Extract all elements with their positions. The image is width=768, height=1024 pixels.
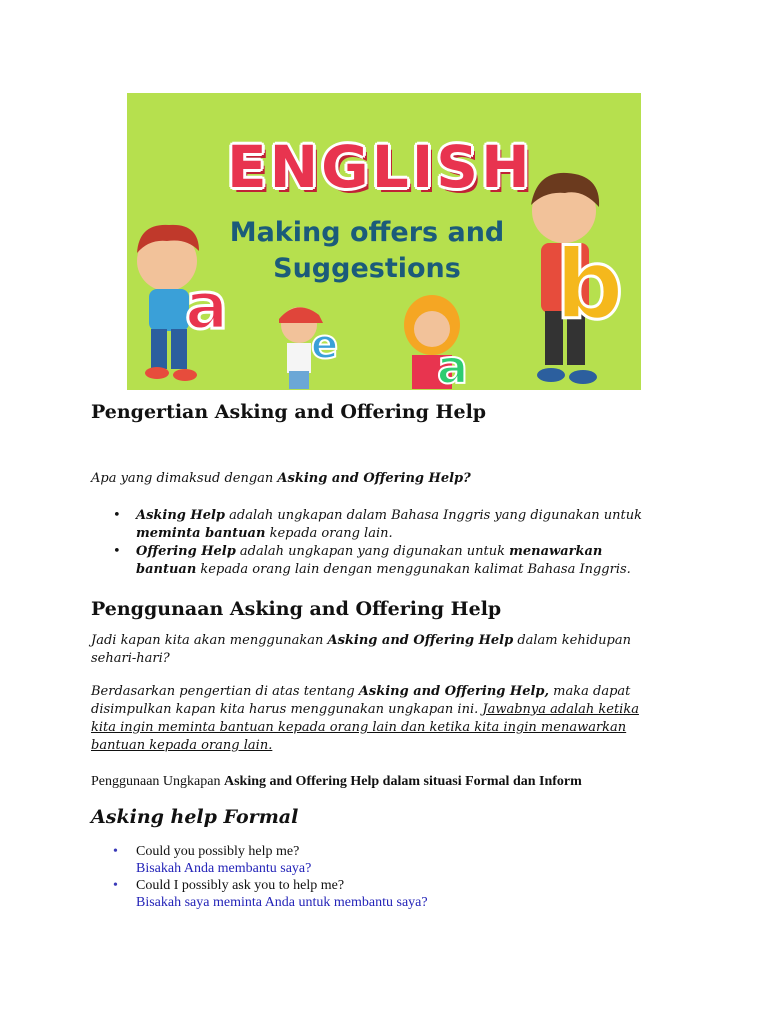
def-text: adalah ungkapan dalam Bahasa Inggris yang digunakan untuk bbox=[225, 508, 642, 523]
def-bold: menawarkan bantuan bbox=[136, 544, 603, 577]
question-prefix: Apa yang dimaksud dengan bbox=[91, 471, 278, 486]
p2-mid: maka dapat disimpulkan kapan kita harus menggunakan ungkapan ini. bbox=[91, 684, 631, 717]
section2-paragraph2 bbox=[91, 683, 661, 755]
example-translation: Bisakah Anda membantu saya? bbox=[136, 861, 312, 876]
p2-bold: Asking and Offering Help, bbox=[358, 684, 550, 699]
definition-asking bbox=[91, 507, 651, 543]
p2-underlined-answer: Jawabnya adalah ketika kita ingin meminta bantuan kepada orang lain dan ketika kita ingin menawarkan bantuan kepada orang lain. bbox=[91, 702, 639, 753]
definition-list bbox=[91, 507, 651, 579]
def-bold: meminta bantuan bbox=[136, 526, 266, 541]
term-asking: Asking Help bbox=[136, 508, 226, 523]
letter-a-right: a bbox=[437, 340, 469, 390]
term-offering: Offering Help bbox=[136, 544, 236, 559]
letter-a-left: a bbox=[185, 270, 229, 344]
letter-e: e bbox=[311, 322, 339, 368]
banner-subtitle bbox=[222, 215, 512, 287]
example-item bbox=[91, 877, 591, 911]
section1-heading: Pengertian Asking and Offering Help bbox=[91, 401, 487, 423]
def-text: kepada orang lain dengan menggunakan kalimat Bahasa Inggris. bbox=[196, 562, 631, 577]
usage-bold: Asking and Offering Help dalam situasi Formal dan Inform bbox=[223, 774, 582, 789]
usage-line bbox=[91, 773, 691, 791]
p2-prefix: Berdasarkan pengertian di atas tentang bbox=[91, 684, 359, 699]
def-text: kepada orang lain. bbox=[265, 526, 393, 541]
def-text: adalah ungkapan yang digunakan untuk bbox=[235, 544, 510, 559]
p1-bold: Asking and Offering Help bbox=[327, 633, 514, 648]
example-translation: Bisakah saya meminta Anda untuk membantu saya? bbox=[136, 895, 428, 910]
example-item bbox=[91, 843, 591, 877]
p1-prefix: Jadi kapan kita akan menggunakan bbox=[91, 633, 328, 648]
section2-paragraph1 bbox=[91, 632, 661, 668]
banner-title: ENGLISH bbox=[227, 133, 533, 201]
usage-prefix: Penggunaan Ungkapan bbox=[91, 774, 224, 789]
p1-suffix: dalam kehidupan sehari-hari? bbox=[91, 633, 631, 666]
section2-heading: Penggunaan Asking and Offering Help bbox=[91, 598, 502, 620]
formal-heading: Asking help Formal bbox=[91, 806, 299, 828]
banner-image bbox=[127, 93, 641, 390]
banner-subtitle-line2: Suggestions bbox=[273, 253, 461, 284]
example-english: Could I possibly ask you to help me? bbox=[136, 878, 345, 893]
question-bold: Asking and Offering Help? bbox=[277, 471, 471, 486]
banner-subtitle-line1: Making offers and bbox=[229, 217, 505, 248]
definition-offering bbox=[91, 543, 651, 579]
section1-question bbox=[91, 470, 661, 488]
example-english: Could you possibly help me? bbox=[136, 844, 300, 859]
letter-b: b bbox=[555, 229, 624, 341]
formal-examples-list bbox=[91, 843, 591, 911]
